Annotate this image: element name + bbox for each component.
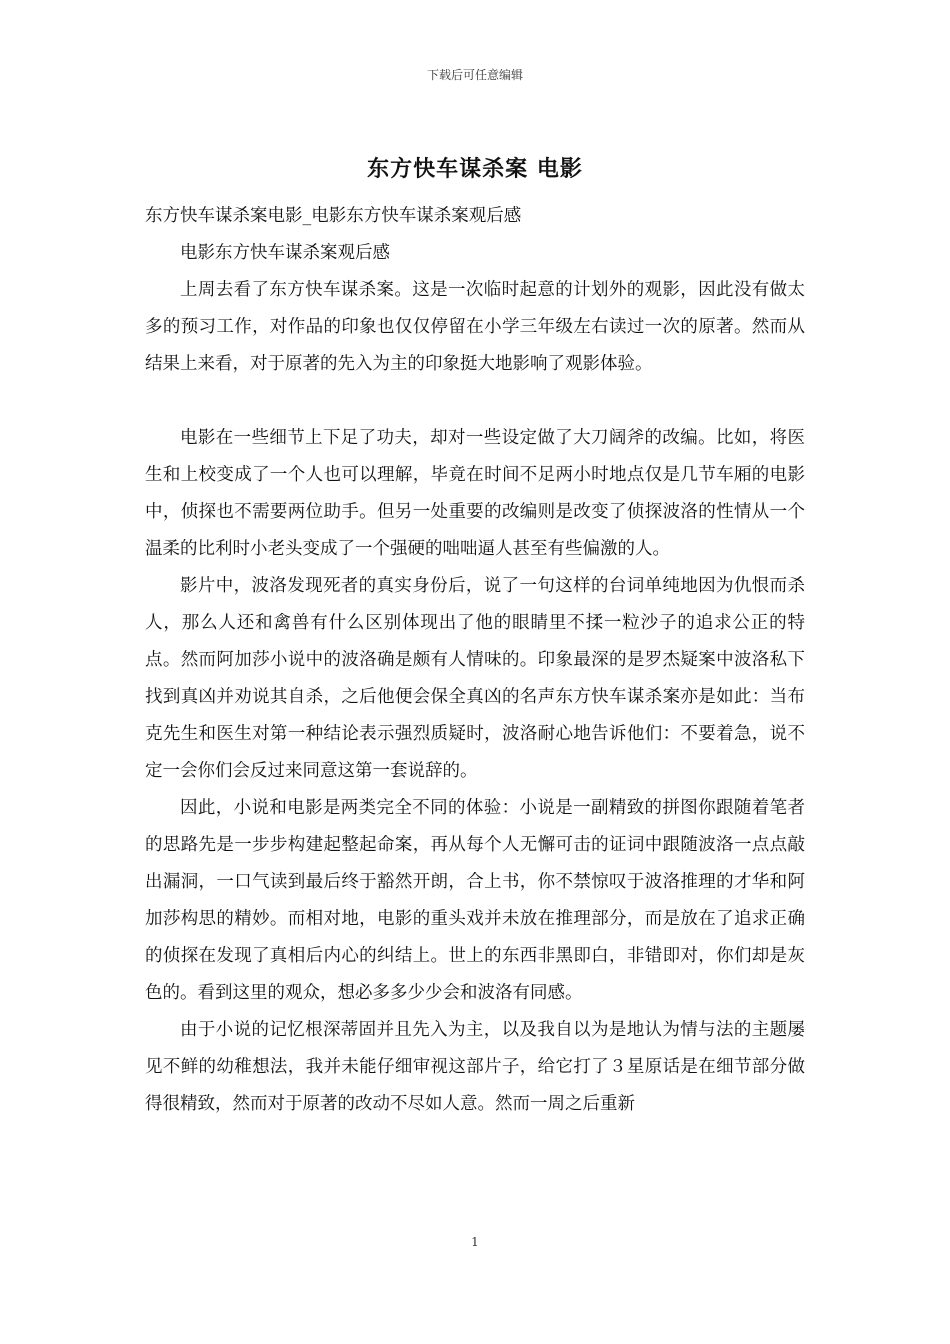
- paragraph: 因此，小说和电影是两类完全不同的体验：小说是一副精致的拼图你跟随着笔者的思路先是一步步构建起整起命案，再从每个人无懈可击的证词中跟随波洛一点点敲出漏洞，一口气读到最后终于豁然开朗，合上书，你不禁惊叹于波洛推理的才华和阿加莎构思的精妙。而相对地，电影的重头戏并未放在推理部分，而是放在了追求正确的侦探在发现了真相后内心的纠结上。世上的东西非黑即白，非错即对，你们却是灰色的。看到这里的观众，想必多多少少会和波洛有同感。: [145, 798, 805, 1003]
- paragraph: 电影东方快车谋杀案观后感: [180, 243, 390, 263]
- page-title: 东方快车谋杀案 电影: [367, 156, 583, 182]
- document-subtitle: 东方快车谋杀案电影_电影东方快车谋杀案观后感: [145, 206, 522, 226]
- paragraph: 由于小说的记忆根深蒂固并且先入为主，以及我自以为是地认为情与法的主题屡见不鲜的幼稚想法，我并未能仔细审视这部片子，给它打了３星原话是在细节部分做得很精致，然而对于原著的改动不尽如人意。然而一周之后重新: [145, 1020, 805, 1114]
- page-number: 1: [471, 1235, 479, 1249]
- document-body: [145, 198, 805, 1123]
- header-note: 下载后可任意编辑: [426, 68, 523, 82]
- paragraph: 上周去看了东方快车谋杀案。这是一次临时起意的计划外的观影，因此没有做太多的预习工作，对作品的印象也仅仅停留在小学三年级左右读过一次的原著。然而从结果上来看，对于原著的先入为主的印象挺大地影响了观影体验。: [145, 280, 805, 374]
- paragraph: 电影在一些细节上下足了功夫，却对一些设定做了大刀阔斧的改编。比如，将医生和上校变成了一个人也可以理解，毕竟在时间不足两小时地点仅是几节车厢的电影中，侦探也不需要两位助手。但另一处重要的改编则是改变了侦探波洛的性情从一个温柔的比利时小老头变成了一个强硬的咄咄逼人甚至有些偏激的人。: [145, 428, 805, 559]
- paragraph: 影片中，波洛发现死者的真实身份后，说了一句这样的台词单纯地因为仇恨而杀人，那么人还和禽兽有什么区别体现出了他的眼睛里不揉一粒沙子的追求公正的特点。然而阿加莎小说中的波洛确是颇有人情味的。印象最深的是罗杰疑案中波洛私下找到真凶并劝说其自杀，之后他便会保全真凶的名声东方快车谋杀案亦是如此：当布克先生和医生对第一种结论表示强烈质疑时，波洛耐心地告诉他们：不要着急，说不定一会你们会反过来同意这第一套说辞的。: [145, 576, 805, 781]
